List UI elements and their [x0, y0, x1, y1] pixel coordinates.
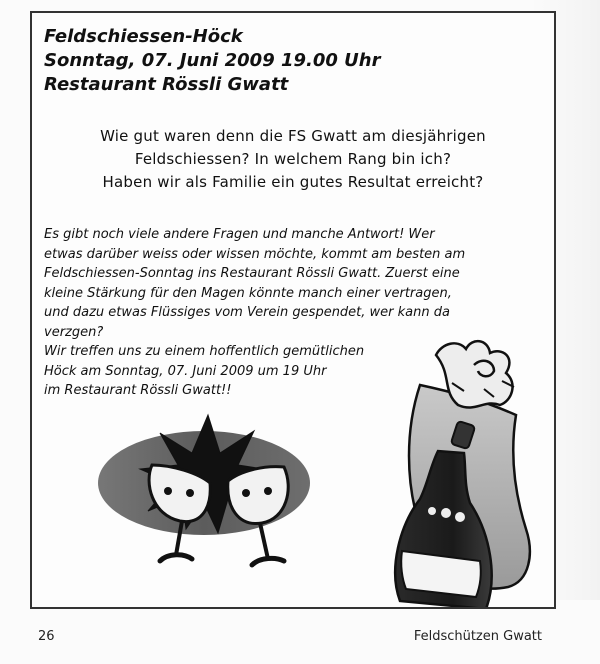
body-line-8: Höck am Sonntag, 07. Juni 2009 um 19 Uhr [44, 363, 327, 379]
article-box [30, 11, 556, 609]
question-line-3: Haben wir als Familie ein gutes Resultat erreicht? [102, 173, 484, 191]
body-line-3: Feldschiessen-Sonntag ins Restaurant Rössli Gwatt. Zuerst eine [44, 266, 460, 281]
body-line-6: verzgen? [44, 324, 104, 340]
champagne-bottle-icon [395, 341, 530, 607]
question-line-2: Feldschiessen? In welchem Rang bin ich? [134, 150, 452, 168]
body-line-9: im Restaurant Rössli Gwatt!! [44, 383, 232, 398]
body-line-5: und dazu etwas Flüssiges vom Verein gespendet, wer kann da [44, 305, 450, 320]
body-line-1: Es gibt noch viele andere Fragen und manche Antwort! Wer [44, 227, 435, 242]
question-line-1: Wie gut waren denn die FS Gwatt am diesjährigen [100, 127, 486, 145]
heading-line-date: Sonntag, 07. Juni 2009 19.00 Uhr [44, 50, 381, 71]
body-line-4: kleine Stärkung für den Magen könnte manch einer vertragen, [44, 285, 452, 301]
party-illustration [32, 13, 554, 607]
body-line-2: etwas darüber weiss oder wissen möchte, kommt am besten am [44, 246, 466, 262]
page-number: 26 [38, 629, 55, 644]
heading-line-venue: Restaurant Rössli Gwatt [44, 74, 289, 95]
body-line-7: Wir treffen uns zu einem hoffentlich gemütlichen [44, 344, 365, 359]
publication-name: Feldschützen Gwatt [413, 629, 542, 644]
toasting-wine-glasses-icon [98, 415, 310, 565]
heading-line-event: Feldschiessen-Höck [44, 26, 243, 47]
